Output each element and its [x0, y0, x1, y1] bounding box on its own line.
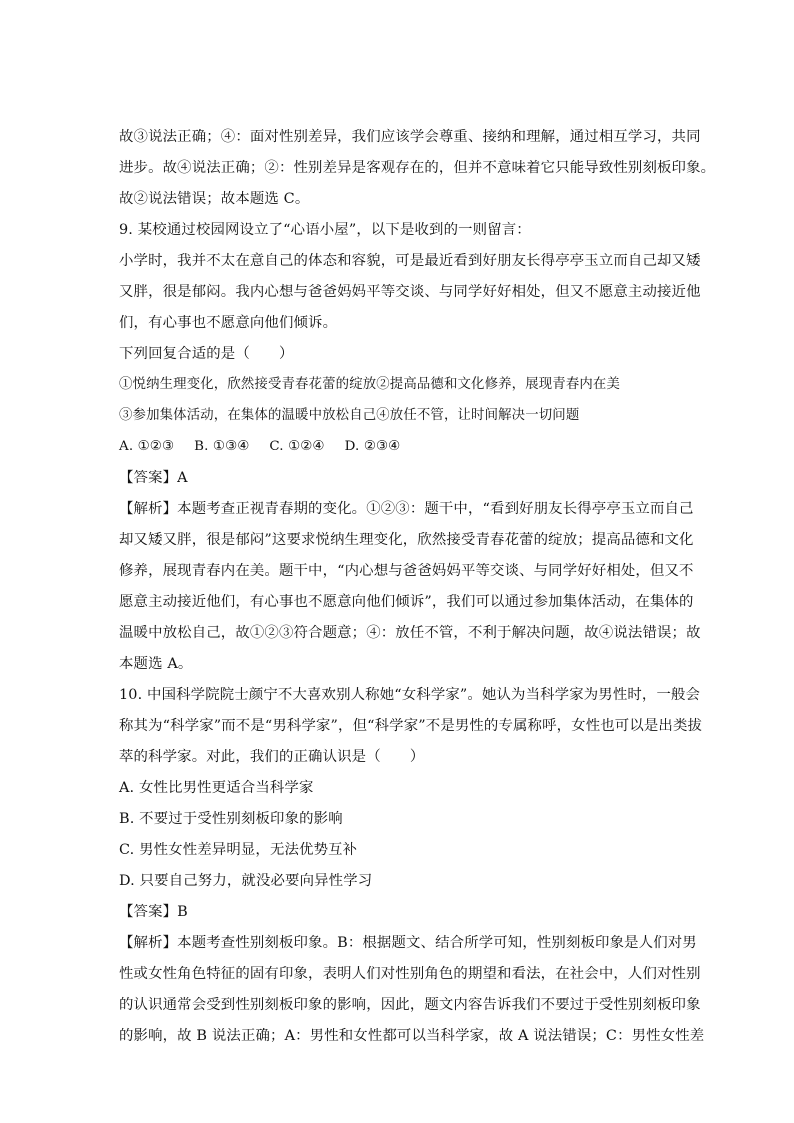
analysis-line: 本题选 A。 [119, 656, 193, 672]
question-9-stem: 9. 某校通过校园网设立了“心语小屋”，以下是收到的一则留言： [119, 222, 531, 238]
answer-label: 【答案】B [119, 904, 188, 920]
option-c: C. 男性女性差异明显，无法优势互补 [119, 842, 358, 858]
text-line: 进步。故④说法正确；②：性别差异是客观存在的，但并不意味着它只能导致性别刻板印象。 [119, 160, 716, 176]
analysis-line: 性或女性角色特征的固有印象，表明人们对性别角色的期望和看法，在社会中，人们对性别 [119, 966, 701, 982]
text-line: 萃的科学家。对此，我们的正确认识是（ ） [119, 749, 425, 765]
analysis-line: 愿意主动接近他们，有心事也不愿意向他们倾诉”，我们可以通过参加集体活动，在集体的 [119, 594, 694, 610]
question-9-options [119, 437, 420, 457]
analysis-line: 的影响，故 B 说法正确；A：男性和女性都可以当科学家，故 A 说法错误；C：男性女性差 [119, 1028, 705, 1044]
question-9-statement: ①悦纳生理变化，欣然接受青春花蕾的绽放②提高品德和文化修养，展现青春内在美 [119, 377, 621, 392]
text-line: 故②说法错误；故本题选 C。 [119, 191, 310, 207]
text-line: 称其为“科学家”而不是“男科学家”，但“科学家”不是男性的专属称呼，女性也可以是出类拔 [119, 718, 703, 734]
analysis-line: 温暖中放松自己，故①②③符合题意；④：放任不管，不利于解决问题，故④说法错误；故 [119, 625, 701, 641]
analysis-line: 【解析】本题考查正视青春期的变化。①②③：题干中，“看到好朋友长得亭亭玉立而自己 [119, 501, 694, 517]
text-line: 故③说法正确；④：面对性别差异，我们应该学会尊重、接纳和理解，通过相互学习，共同 [119, 129, 701, 145]
option-a: A. ①②③ [119, 439, 175, 454]
option-c: C. ①②④ [269, 439, 325, 454]
question-9-prompt: 下列回复合适的是（ ） [119, 346, 294, 362]
question-9-statement: ③参加集体活动，在集体的温暖中放松自己④放任不管，让时间解决一切问题 [119, 408, 580, 423]
text-line: 们，有心事也不愿意向他们倾诉。 [119, 315, 338, 331]
analysis-line: 修养，展现青春内在美。题干中，“内心想与爸爸妈妈平等交谈、与同学好好相处，但又不 [119, 563, 694, 579]
text-line: 又胖，很是郁闷。我内心想与爸爸妈妈平等交谈、与同学好好相处，但又不愿意主动接近他 [119, 284, 701, 300]
analysis-line: 却又矮又胖，很是郁闷”这要求悦纳生理变化，欣然接受青春花蕾的绽放；提高品德和文化 [119, 532, 694, 548]
option-a: A. 女性比男性更适合当科学家 [119, 780, 314, 796]
answer-label: 【答案】A [119, 470, 188, 486]
option-b: B. 不要过于受性别刻板印象的影响 [119, 811, 343, 827]
question-10-stem: 10. 中国科学院院士颜宁不大喜欢别人称她“女科学家”。她认为当科学家为男性时，一般会 [119, 687, 701, 703]
option-b: B. ①③④ [194, 439, 250, 454]
option-d: D. 只要自己努力，就没必要向异性学习 [119, 873, 373, 889]
analysis-line: 的认识通常会受到性别刻板印象的影响，因此，题文内容告诉我们不要过于受性别刻板印象 [119, 997, 701, 1013]
option-d: D. ②③④ [344, 439, 401, 454]
text-line: 小学时，我并不太在意自己的体态和容貌，可是最近看到好朋友长得亭亭玉立而自己却又矮 [119, 253, 701, 269]
analysis-line: 【解析】本题考查性别刻板印象。B：根据题文、结合所学可知，性别刻板印象是人们对男 [119, 935, 697, 951]
